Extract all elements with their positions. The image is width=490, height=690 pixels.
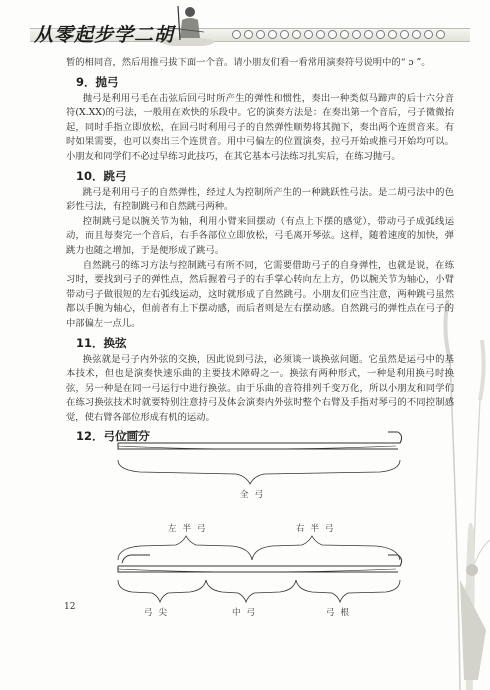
intro-line: 暂的相同音，然后用推弓拔下面一个音。请小朋友们看一看常用演奏符号说明中的“ ɔ ”。 [66, 57, 431, 68]
section-heading: 10．跳弓 [76, 168, 127, 183]
bow-frog-label: 弓根 [326, 608, 356, 618]
full-bow-label: 全弓 [240, 490, 270, 500]
left-half-bow-label: 左半弓 [168, 524, 212, 534]
page-number: 12 [64, 602, 76, 612]
book-title: 从零起步学二胡 [34, 24, 175, 46]
section-tiao-gong [66, 168, 454, 332]
section-heading: 9．抛弓 [76, 74, 119, 89]
section-paragraph: 换弦就是弓子内外弦的交换，因此说到弓法，必须谈一谈换弦问题。它虽然是运弓中的基本技术，但也是演奏快速乐曲的主要技术障碍之一。换弦有两种形式，一种是利用换弓时换弦，另一种是在同一弓运行中进行换弦。由于乐曲的音符排列千变万化，所以小朋友和同学们在练习换弦技术时就要特别注意持弓及体会演奏内外弦时整个右臂及手指对琴弓的不同控制感觉，使右臂各部位形成有机的运动。 [66, 353, 454, 423]
lower-bow-drawing [118, 555, 402, 572]
section-paragraph: 自然跳弓的练习方法与控制跳弓有所不同，它需要借助弓子的自身弹性，也就是说，在练习时，要找到弓子的弹性点，然后握着弓子的右手掌心转向左上方，仍以腕关节为轴心，小臂带动弓子做很短的左右弧线运动，这时就形成了自然跳弓。小朋友们应当注意，两种跳弓虽然都以手腕为轴心，但前者有上下摆动感，而后者则是左右摆动感。自然跳弓的弹性点在弓子的中部偏左一点儿。 [66, 259, 454, 329]
header-decoration-dots [232, 30, 445, 39]
section-heading: 11．换弦 [76, 335, 127, 350]
right-half-bow-label: 右半弓 [296, 524, 340, 534]
full-bow-bracket [118, 460, 400, 484]
section-paragraph: 跳弓是利用弓子的自然弹性，经过人为控制所产生的一种跳跃性弓法。是二胡弓法中的色彩性弓法，有控制跳弓和自然跳弓两种。 [66, 186, 454, 213]
section-pao-gong [66, 74, 454, 165]
half-bow-brackets [118, 536, 400, 560]
bow-tip-label: 弓尖 [144, 608, 174, 618]
section-gong-wei [66, 428, 454, 444]
section-huan-xian [66, 335, 454, 426]
section-paragraph: 控制跳弓是以腕关节为轴，利用小臂来回摆动（有点上下摆的感觉），带动弓子成弧线运动，而且每奏完一个音后，右手各部位立即放松，弓毛离开琴弦。这样，随着速度的加快，弹跳力也随之增加，于是便形成了跳弓。 [66, 215, 454, 256]
bow-middle-label: 中弓 [232, 608, 262, 618]
page-content [66, 56, 454, 446]
page-header [0, 0, 490, 52]
section-paragraph: 抛弓是利用弓毛在击弦后回弓时所产生的弹性和惯性，奏出一种类似马蹄声的后十六分音符(X.XX)的弓法，一般用在欢快的乐段中。它的演奏方法是：在奏出第一个音后，弓子微微抬起，同时手指立即放松，在回弓时利用弓子的自然弹性顺势将其抛下，奏出两个连贯音来。有时如果需要，也可以奏出三个连贯音。用中弓偏左的位置演奏，拉弓开始或推弓开始均可以。小朋友和同学们不必过早练习此技巧，在其它基本弓法练习扎实后，在练习抛弓。 [66, 92, 454, 162]
three-part-brackets [118, 580, 400, 602]
section-heading: 12．弓位画分 [76, 429, 150, 444]
